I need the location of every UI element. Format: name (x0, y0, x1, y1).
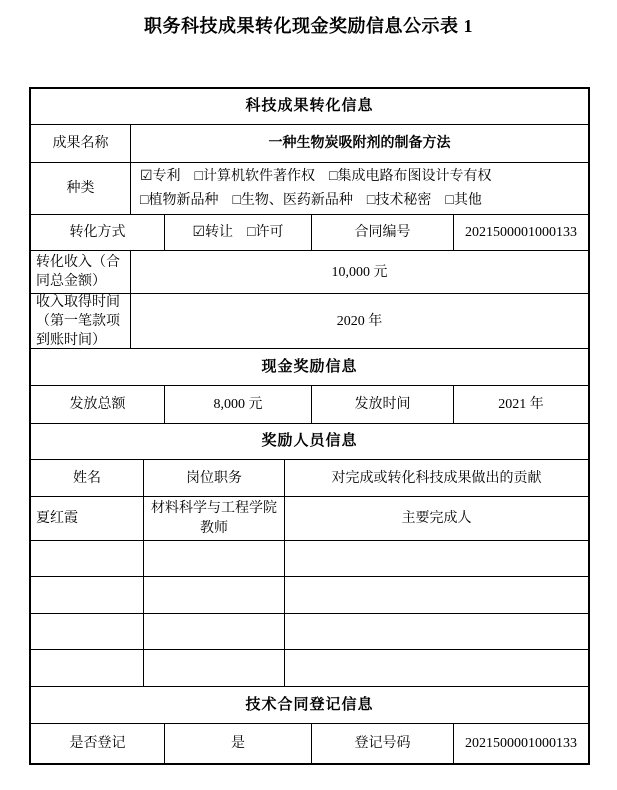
personnel-col-position: 岗位职务 (144, 460, 285, 496)
category-checkbox-line-2: □植物新品种 □生物、医药新品种 □技术秘密 □其他 (140, 192, 482, 208)
registration-number-label: 登记号码 (312, 724, 454, 763)
registered-label: 是否登记 (31, 724, 165, 763)
income-time-label: 收入取得时间（第一笔款项到账时间） (31, 294, 131, 348)
section-header-row-personnel (31, 424, 588, 460)
personnel-position (144, 541, 285, 576)
personnel-row (31, 614, 588, 650)
personnel-position (144, 650, 285, 686)
income-label: 转化收入（合同总金额） (31, 251, 131, 293)
contract-registration-row (31, 724, 588, 763)
contract-number-value: 2021500001000133 (465, 225, 577, 240)
reward-total-label: 发放总额 (31, 386, 165, 423)
personnel-name (31, 541, 144, 576)
registration-number-value: 2021500001000133 (465, 736, 577, 751)
personnel-col-name: 姓名 (31, 460, 144, 496)
personnel-name (31, 614, 144, 649)
personnel-contribution: 主要完成人 (401, 511, 472, 526)
reward-total-row (31, 386, 588, 424)
personnel-header-row (31, 460, 588, 497)
personnel-contribution (285, 577, 588, 613)
achievement-name-label: 成果名称 (31, 125, 131, 162)
income-value: 10,000 元 (331, 264, 388, 280)
category-checkbox-line-1: ☑专利 □计算机软件著作权 □集成电路布图设计专有权 (140, 168, 492, 184)
transform-mode-checkboxes: ☑转让 □许可 (165, 215, 312, 250)
income-row (31, 251, 588, 294)
section-header-contract-registration-info: 技术合同登记信息 (245, 696, 374, 713)
section-header-row-contract (31, 687, 588, 724)
personnel-name (31, 650, 144, 686)
category-checkbox-group (131, 163, 588, 214)
income-time-row (31, 294, 588, 349)
category-row (31, 163, 588, 215)
income-time-value: 2020 年 (336, 313, 383, 329)
section-header-personnel-info: 奖励人员信息 (261, 433, 358, 449)
achievement-name-row (31, 125, 588, 163)
personnel-name: 夏红霞 (31, 497, 144, 540)
section-header-row-cash (31, 349, 588, 386)
personnel-position (144, 577, 285, 613)
page-title: 职务科技成果转化现金奖励信息公示表 1 (144, 16, 473, 36)
personnel-contribution (285, 541, 588, 576)
section-header-cash-reward-info: 现金奖励信息 (261, 358, 358, 375)
personnel-contribution (285, 614, 588, 649)
disclosure-form-table (29, 87, 590, 765)
personnel-position (144, 614, 285, 649)
personnel-col-contribution: 对完成或转化科技成果做出的贡献 (331, 470, 542, 486)
personnel-position: 材料科学与工程学院教师 (144, 497, 285, 540)
section-header-tech-achievement-info: 科技成果转化信息 (245, 98, 374, 114)
section-header-row-tech (31, 89, 588, 125)
category-label: 种类 (31, 163, 131, 214)
personnel-row (31, 577, 588, 614)
transform-mode-label: 转化方式 (31, 215, 165, 250)
transform-mode-row (31, 215, 588, 251)
contract-number-label: 合同编号 (312, 215, 454, 250)
reward-total-value: 8,000 元 (165, 386, 312, 423)
personnel-name (31, 577, 144, 613)
registered-value: 是 (165, 724, 312, 763)
personnel-contribution (285, 650, 588, 686)
personnel-row (31, 541, 588, 577)
achievement-name-value: 一种生物炭吸附剂的制备方法 (268, 136, 451, 151)
reward-time-value: 2021 年 (498, 397, 544, 412)
personnel-row (31, 650, 588, 687)
personnel-row (31, 497, 588, 541)
reward-time-label: 发放时间 (312, 386, 454, 423)
